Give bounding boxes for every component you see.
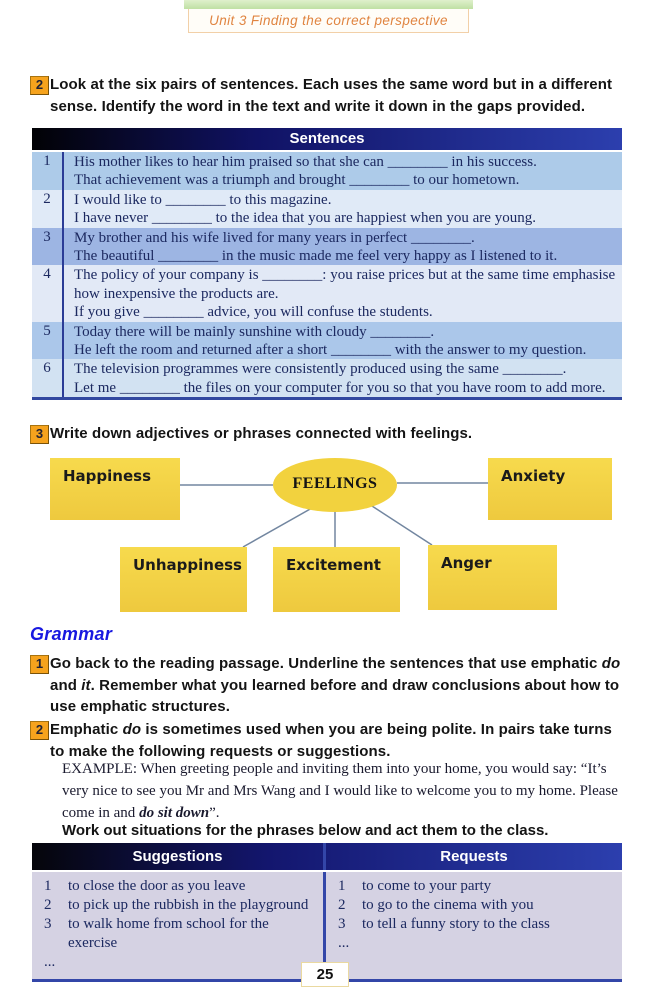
row-sentences [64, 228, 622, 266]
sentences-table-header: Sentences [32, 128, 622, 152]
list-item [44, 953, 319, 972]
exercise3-instruction: Write down adjectives or phrases connected with feelings. [50, 425, 473, 442]
item-number: 2 [44, 897, 52, 913]
header-green-band [184, 0, 473, 9]
row-number: 5 [32, 322, 64, 360]
grammar-exercise2-badge: 2 [30, 721, 49, 740]
feelings-diagram [40, 450, 625, 622]
work-out-instruction: Work out situations for the phrases below and act them to the class. [62, 822, 549, 839]
list-item [338, 877, 618, 896]
item-number: ... [338, 935, 350, 951]
suggestions-column-header: Suggestions [132, 848, 223, 865]
exercise2-instruction: Look at the six pairs of sentences. Each uses the same word but in a different sense. Identify the word in the text and write it down in the gaps provided. [50, 76, 613, 115]
item-text: to walk home from school for the exercise [68, 916, 269, 951]
row-sentences [64, 152, 622, 190]
list-item [338, 915, 618, 934]
item-number: 3 [338, 916, 346, 932]
exercise2-number-badge: 2 [30, 76, 49, 95]
diagram-node-anger: Anger [428, 545, 557, 610]
row-sentences [64, 359, 622, 397]
list-item [44, 877, 319, 896]
sentence-line: Let me ________ the files on your computer for you so that you have room to add more. [74, 379, 606, 396]
sentence-line: I have never ________ to the idea that you are happiest when you are young. [74, 210, 536, 227]
list-item [338, 896, 618, 915]
grammar-exercise1-instruction: Go back to the reading passage. Underline the sentences that use emphatic do and it. Remember what you learned before and draw conclusions about how to use emphatic structures. [50, 655, 621, 715]
row-number: 6 [32, 359, 64, 397]
grammar-exercise1 [30, 653, 626, 718]
item-number: 3 [44, 916, 52, 932]
item-number: 1 [338, 878, 346, 894]
sentence-line: My brother and his wife lived for many years in perfect ________. [74, 229, 475, 246]
item-text [68, 953, 319, 972]
sentence-line: The television programmes were consistently produced using the same ________. [74, 361, 567, 378]
grammar-exercise2-instruction: Emphatic do is sometimes used when you are being polite. In pairs take turns to make the following requests or suggestions. [50, 721, 612, 760]
table-row [32, 265, 622, 321]
list-item [338, 934, 618, 953]
sentence-line: The policy of your company is ________: you raise prices but at the same time emphasise how inexpensive the products are. [74, 267, 616, 302]
table-row [32, 359, 622, 397]
sentence-line: I would like to ________ to this magazine. [74, 191, 332, 208]
diagram-node-anxiety: Anxiety [488, 458, 612, 520]
grammar-exercise1-badge: 1 [30, 655, 49, 674]
row-number: 2 [32, 190, 64, 228]
diagram-node-unhappiness: Unhappiness [120, 547, 247, 612]
diagram-node-excitement: Excitement [273, 547, 400, 612]
item-text: to go to the cinema with you [362, 897, 534, 913]
row-number: 1 [32, 152, 64, 190]
row-sentences [64, 322, 622, 360]
row-number: 3 [32, 228, 64, 266]
table2-header-row [32, 843, 622, 872]
sentence-line: If you give ________ advice, you will confuse the students. [74, 304, 433, 321]
diagram-center-label: FEELINGS [292, 475, 378, 492]
item-text: to close the door as you leave [68, 878, 246, 894]
requests-column-header: Requests [440, 848, 508, 865]
sentence-line: Today there will be mainly sunshine with cloudy ________. [74, 323, 435, 340]
table-row [32, 190, 622, 228]
table-row [32, 322, 622, 360]
item-number: 2 [338, 897, 346, 913]
example-paragraph: EXAMPLE: When greeting people and inviting them into your home, you would say: “It’s very nice to see you Mr and Mrs Wang and I would like to welcome you to my home. Please come in and do sit down”. [62, 761, 618, 821]
item-text [362, 934, 618, 953]
sentence-line: That achievement was a triumph and brought ________ to our hometown. [74, 172, 520, 189]
list-item [44, 915, 319, 953]
exercise2-heading [30, 74, 626, 117]
item-text: to pick up the rubbish in the playground [68, 897, 309, 913]
table-row [32, 228, 622, 266]
row-number: 4 [32, 265, 64, 321]
row-sentences [64, 265, 622, 321]
item-number: 1 [44, 878, 52, 894]
sentence-line: He left the room and returned after a short ________ with the answer to my question. [74, 342, 587, 359]
page-number: 25 [301, 962, 349, 987]
row-sentences [64, 190, 622, 228]
item-number: ... [44, 954, 56, 970]
requests-list [326, 872, 622, 979]
sentences-table [32, 128, 622, 400]
unit-header [188, 9, 469, 33]
item-text: to come to your party [362, 878, 492, 894]
table-row [32, 152, 622, 190]
item-text: to tell a funny story to the class [362, 916, 550, 932]
unit-title: Unit 3 Finding the correct perspective [209, 13, 448, 28]
sentence-line: The beautiful ________ in the music made me feel very happy as I listened to it. [74, 248, 558, 265]
grammar-section-heading: Grammar [30, 624, 113, 644]
exercise3-number-badge: 3 [30, 425, 49, 444]
exercise3-heading [30, 423, 626, 445]
grammar-exercise2 [30, 719, 626, 762]
suggestions-list [32, 872, 323, 979]
sentence-line: His mother likes to hear him praised so that she can ________ in his success. [74, 154, 537, 170]
list-item [44, 896, 319, 915]
diagram-node-happiness: Happiness [50, 458, 180, 520]
